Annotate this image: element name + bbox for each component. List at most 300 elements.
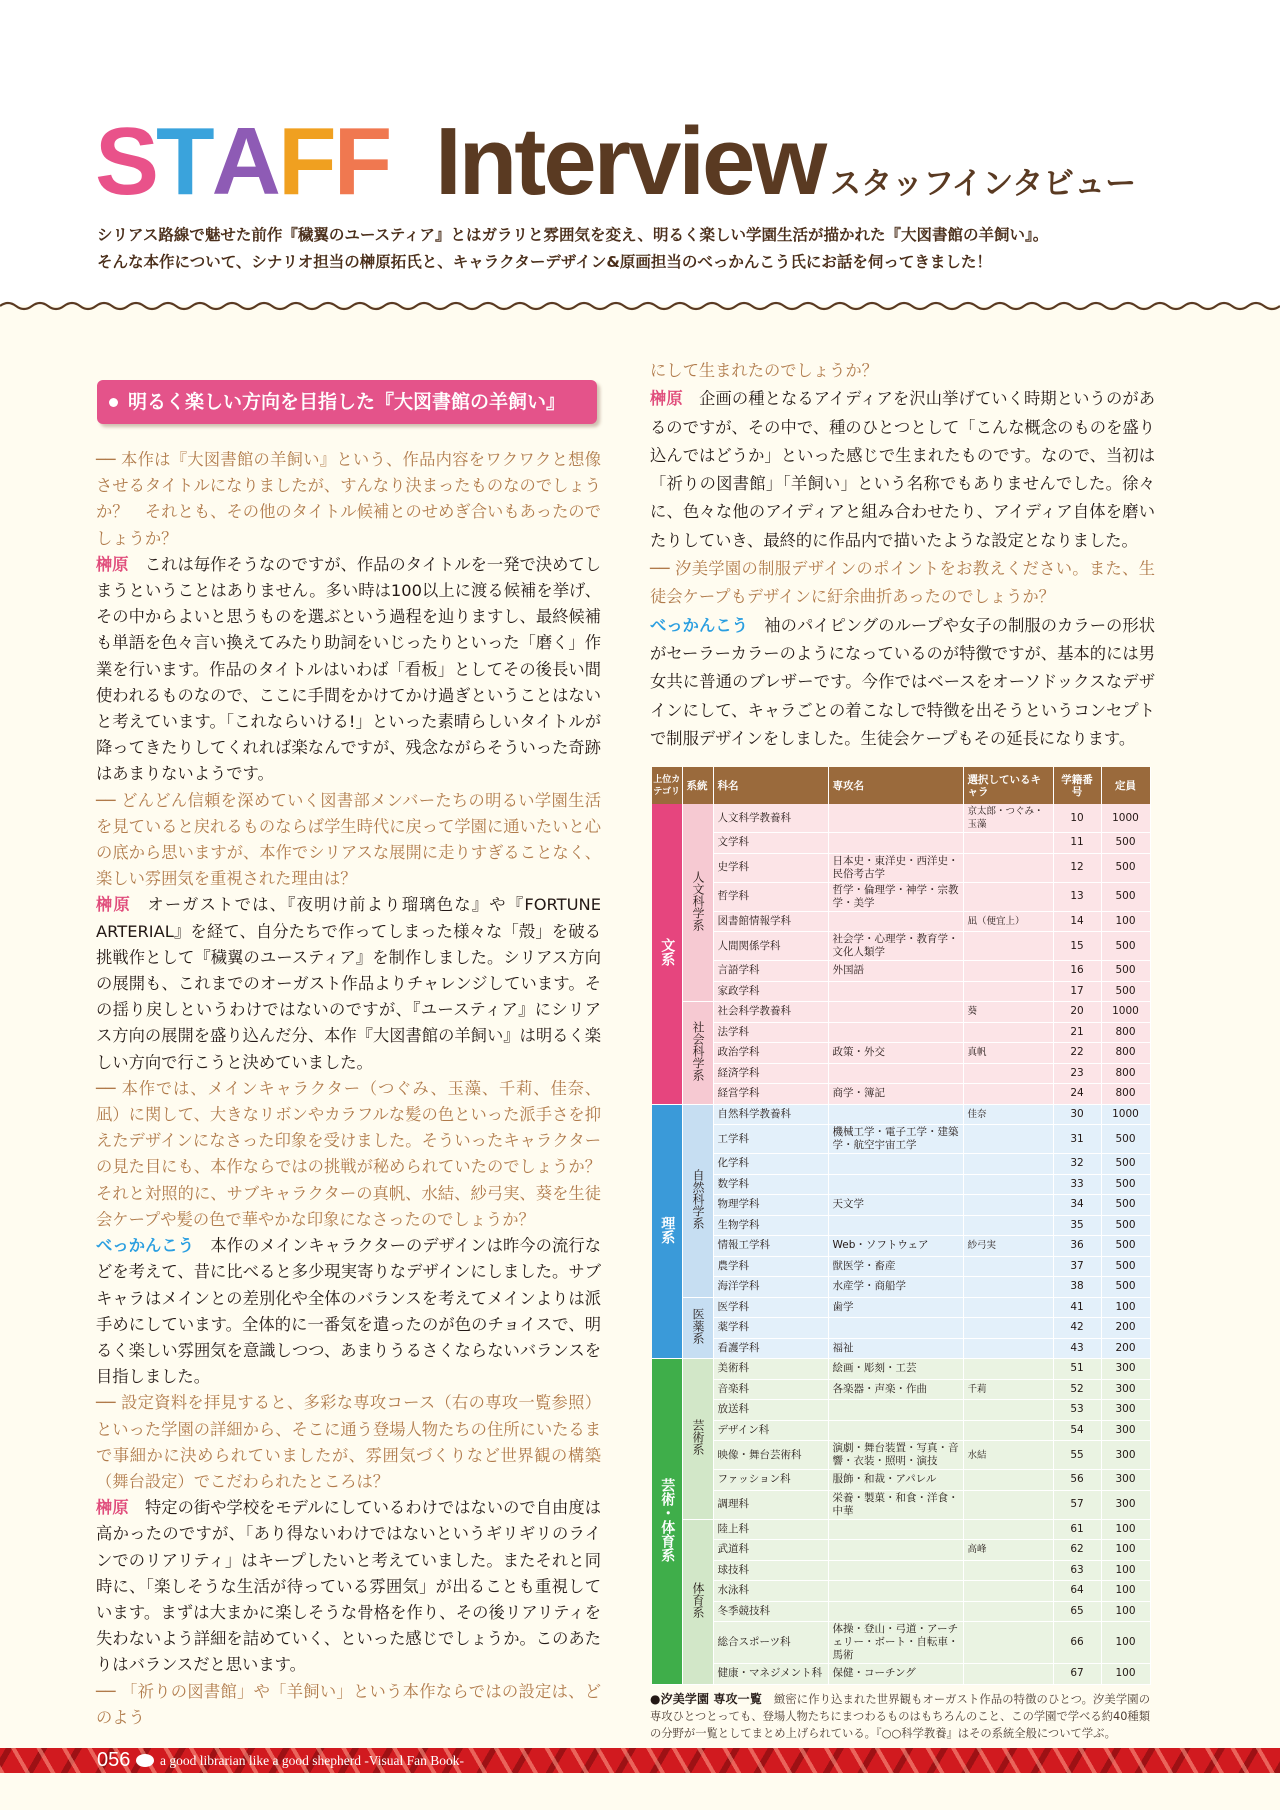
majors-table — [652, 767, 1151, 1685]
capacity-cell: 100 — [1101, 1601, 1150, 1622]
character-cell: 千莉 — [963, 1379, 1053, 1400]
specialty-cell — [828, 911, 963, 932]
capacity-cell: 800 — [1101, 1063, 1150, 1084]
character-cell — [963, 1215, 1053, 1236]
category-cell — [652, 1104, 682, 1359]
student-number-cell: 17 — [1053, 981, 1101, 1002]
capacity-cell: 100 — [1101, 911, 1150, 932]
system-label: 人文科学系 — [691, 871, 705, 932]
department-cell: 文学科 — [713, 833, 828, 854]
right-column-stack — [650, 357, 1155, 1742]
page-number: 056 — [97, 1749, 131, 1771]
answer-text: 本作のメインキャラクターのデザインは昨今の流行などを考えて、昔に比べると多少現実寄りなデザインにしました。サブキャラはメインとの差別化や全体のバランスを考えてメインよりは派手めにしています。全体的に一番気を遣ったのが色のチョイスで、明るく楽しい雰囲気を意識しつつ、あまりうるさくならないバランスを目指しました。 — [96, 1236, 601, 1387]
student-number-cell: 54 — [1053, 1420, 1101, 1441]
specialty-cell — [828, 1174, 963, 1195]
bullet-icon — [109, 398, 118, 407]
character-cell — [963, 1664, 1053, 1685]
department-cell: 映像・舞台芸術科 — [713, 1441, 828, 1470]
character-cell: 紗弓実 — [963, 1236, 1053, 1257]
interviewer-question — [96, 1679, 601, 1731]
specialty-cell: 哲学・倫理学・神学・宗教学・美学 — [828, 882, 963, 911]
table-row — [652, 932, 1150, 961]
student-number-cell: 63 — [1053, 1560, 1101, 1581]
table-row — [652, 1420, 1150, 1441]
department-cell: 薬学科 — [713, 1318, 828, 1339]
character-cell — [963, 1490, 1053, 1519]
student-number-cell: 38 — [1053, 1277, 1101, 1298]
table-row — [652, 1236, 1150, 1257]
interviewee-answer — [650, 385, 1155, 555]
student-number-cell: 33 — [1053, 1174, 1101, 1195]
capacity-cell: 500 — [1101, 833, 1150, 854]
category-cell — [652, 1359, 682, 1685]
student-number-cell: 65 — [1053, 1601, 1101, 1622]
page-title — [95, 108, 1137, 234]
student-number-cell: 11 — [1053, 833, 1101, 854]
caption-text: 緻密に作り込まれた世界観もオーガスト作品の特徴のひとつ。汐美学園の専攻ひとつとっても、登場人物たちにまつわるものはもちろんのこと、この学園で学べる約40種類の分野が一覧としてまとめ上げられている。『○○科学教養』はその系統全般について学ぶ。 — [650, 1692, 1150, 1740]
department-cell: 看護学科 — [713, 1338, 828, 1359]
department-cell: 経営学科 — [713, 1084, 828, 1105]
character-cell — [963, 1622, 1053, 1664]
student-number-cell: 51 — [1053, 1359, 1101, 1380]
character-cell — [963, 981, 1053, 1002]
capacity-cell: 500 — [1101, 1154, 1150, 1175]
section-heading-text: 明るく楽しい方向を目指した『大図書館の羊飼い』 — [128, 391, 566, 413]
character-cell — [963, 1277, 1053, 1298]
character-cell — [963, 853, 1053, 882]
student-number-cell: 53 — [1053, 1400, 1101, 1421]
department-cell: 物理学科 — [713, 1195, 828, 1216]
department-cell: 海洋学科 — [713, 1277, 828, 1298]
capacity-cell: 500 — [1101, 981, 1150, 1002]
system-cell — [682, 1519, 713, 1684]
specialty-cell — [828, 1002, 963, 1023]
character-cell — [963, 1601, 1053, 1622]
department-cell: 経済学科 — [713, 1063, 828, 1084]
student-number-cell: 20 — [1053, 1002, 1101, 1023]
table-header-row — [652, 767, 1150, 804]
interviewer-question — [96, 788, 601, 893]
department-cell: デザイン科 — [713, 1420, 828, 1441]
character-cell: 高峰 — [963, 1540, 1053, 1561]
column-header: 選択しているキャラ — [963, 767, 1053, 804]
capacity-cell: 500 — [1101, 1215, 1150, 1236]
character-cell: 佳奈 — [963, 1104, 1053, 1125]
student-number-cell: 36 — [1053, 1236, 1101, 1257]
capacity-cell: 1000 — [1101, 1104, 1150, 1125]
title-staff — [95, 108, 390, 215]
character-cell — [963, 1470, 1053, 1491]
category-label: 理系 — [659, 1215, 676, 1244]
capacity-cell: 300 — [1101, 1470, 1150, 1491]
answer-text: 特定の街や学校をモデルにしているわけではないので自由度は高かったのですが、「あり得ないわけではないというギリギリのラインでのリアリティ」はキープしたいと考えていました。またそれと同時に、「楽しそうな生活が待っている雰囲気」が出ることも重視しています。まずは大まかに楽しそうな骨格を作り、その後リアリティを失わないよう詳細を詰めていく、といった感じでしょうか。このあたりはバランスだと思います。 — [96, 1498, 601, 1675]
student-number-cell: 16 — [1053, 961, 1101, 982]
speaker-name: べっかんこう — [96, 1236, 195, 1256]
specialty-cell: 保健・コーチング — [828, 1664, 963, 1685]
student-number-cell: 32 — [1053, 1154, 1101, 1175]
table-row — [652, 1104, 1150, 1125]
specialty-cell — [828, 1104, 963, 1125]
table-row — [652, 1519, 1150, 1540]
system-cell — [682, 1104, 713, 1297]
specialty-cell — [828, 1215, 963, 1236]
capacity-cell: 300 — [1101, 1441, 1150, 1470]
specialty-cell — [828, 981, 963, 1002]
capacity-cell: 500 — [1101, 1174, 1150, 1195]
table-row — [652, 1400, 1150, 1421]
interviewee-answer — [650, 612, 1155, 753]
column-header: 学籍番号 — [1053, 767, 1101, 804]
sheep-icon — [136, 1754, 154, 1767]
question-text: ── 「祈りの図書館」や「羊飼い」という本作ならではの設定は、どのよう — [96, 1681, 601, 1727]
department-cell: 放送科 — [713, 1400, 828, 1421]
capacity-cell: 100 — [1101, 1560, 1150, 1581]
department-cell: 農学科 — [713, 1256, 828, 1277]
wavy-divider — [0, 296, 1280, 316]
department-cell: 総合スポーツ科 — [713, 1622, 828, 1664]
capacity-cell: 300 — [1101, 1400, 1150, 1421]
character-cell — [963, 1359, 1053, 1380]
table-row — [652, 1256, 1150, 1277]
department-cell: 情報工学科 — [713, 1236, 828, 1257]
table-row — [652, 1338, 1150, 1359]
character-cell — [963, 1519, 1053, 1540]
caption-title: ●汐美学園 専攻一覧 — [650, 1691, 762, 1706]
character-cell — [963, 1338, 1053, 1359]
character-cell — [963, 961, 1053, 982]
student-number-cell: 67 — [1053, 1664, 1101, 1685]
table-row — [652, 961, 1150, 982]
table-row — [652, 1084, 1150, 1105]
interviewee-answer — [96, 892, 601, 1075]
interviewer-question — [96, 1076, 618, 1233]
interviewee-answer — [96, 552, 601, 788]
interviewee-answer — [96, 1495, 601, 1678]
department-cell: 家政学科 — [713, 981, 828, 1002]
student-number-cell: 52 — [1053, 1379, 1101, 1400]
specialty-cell: 体操・登山・弓道・アーチェリー・ボート・自転車・馬術 — [828, 1622, 963, 1664]
character-cell — [963, 1581, 1053, 1602]
footer-band — [0, 1748, 1280, 1773]
question-text: ── 汐美学園の制服デザインのポイントをお教えください。また、生徒会ケープもデザインに紆余曲折あったのでしょうか？ — [650, 559, 1155, 607]
capacity-cell: 100 — [1101, 1519, 1150, 1540]
department-cell: ファッション科 — [713, 1470, 828, 1491]
specialty-cell — [828, 1400, 963, 1421]
specialty-cell — [828, 1540, 963, 1561]
column-header: 専攻名 — [828, 767, 963, 804]
title-letter: F — [333, 108, 390, 215]
character-cell — [963, 1084, 1053, 1105]
specialty-cell — [828, 1581, 963, 1602]
answer-text: オーガストでは、『夜明け前より瑠璃色な』や『FORTUNE ARTERIAL』を経て、自分たちで作ってしまった様々な「殻」を破る挑戦作として『穢翼のユースティア』を制作しました。シリアス方向の展開も、これまでのオーガスト作品よりチャレンジしています。その揺り戻しというわけではないのですが、『ユースティア』にシリアス方向の展開を盛り込んだ分、本作『大図書館の羊飼い』は明るく楽しい方向で行こうと決めていました。 — [96, 895, 601, 1072]
department-cell: 自然科学教養科 — [713, 1104, 828, 1125]
system-cell — [682, 1002, 713, 1105]
table-row — [652, 1195, 1150, 1216]
specialty-cell — [828, 1154, 963, 1175]
student-number-cell: 56 — [1053, 1470, 1101, 1491]
question-text: にして生まれたのでしょうか？ — [650, 361, 878, 380]
character-cell — [963, 1125, 1053, 1154]
table-row — [652, 1540, 1150, 1561]
speaker-name: べっかんこう — [650, 615, 748, 635]
book-title: a good librarian like a good shepherd -Visual Fan Book- — [160, 1753, 464, 1768]
table-caption — [650, 1691, 1150, 1742]
student-number-cell: 43 — [1053, 1338, 1101, 1359]
system-cell — [682, 1359, 713, 1520]
capacity-cell: 800 — [1101, 1084, 1150, 1105]
department-cell: 陸上科 — [713, 1519, 828, 1540]
table-row — [652, 1063, 1150, 1084]
column-header: 系統 — [682, 767, 713, 804]
character-cell — [963, 1420, 1053, 1441]
student-number-cell: 21 — [1053, 1022, 1101, 1043]
student-number-cell: 22 — [1053, 1043, 1101, 1064]
table-row — [652, 1601, 1150, 1622]
answer-text: 袖のパイピングのループや女子の制服のカラーの形状がセーラーカラーのようになっているのが特徴ですが、基本的には男女共に普通のブレザーです。今作ではベースをオーソドックスなデザインにして、キャラごとの着こなしで特徴を出そうというコンセプトで制服デザインをしました。生徒会ケープもその延長になります。 — [650, 615, 1155, 748]
category-label: 芸術・体育系 — [659, 1477, 676, 1562]
student-number-cell: 37 — [1053, 1256, 1101, 1277]
table-row — [652, 833, 1150, 854]
intro-line: そんな本作について、シナリオ担当の榊原拓氏と、キャラクターデザイン&原画担当のべっかんこう氏にお話を伺ってきました！ — [97, 253, 992, 271]
specialty-cell: Web・ソフトウェア — [828, 1236, 963, 1257]
character-cell — [963, 1022, 1053, 1043]
table-row — [652, 1581, 1150, 1602]
specialty-cell: 福祉 — [828, 1338, 963, 1359]
student-number-cell: 35 — [1053, 1215, 1101, 1236]
character-cell — [963, 1400, 1053, 1421]
specialty-cell — [828, 1560, 963, 1581]
capacity-cell: 300 — [1101, 1379, 1150, 1400]
capacity-cell: 300 — [1101, 1359, 1150, 1380]
specialty-cell: 機械工学・電子工学・建築学・航空宇宙工学 — [828, 1125, 963, 1154]
speaker-name: 榊原 — [96, 895, 132, 915]
title-letter: A — [211, 108, 278, 215]
department-cell: 言語学科 — [713, 961, 828, 982]
character-cell — [963, 932, 1053, 961]
department-cell: 球技科 — [713, 1560, 828, 1581]
table-row — [652, 1441, 1150, 1470]
capacity-cell: 500 — [1101, 961, 1150, 982]
title-letter: F — [278, 108, 334, 215]
table-row — [652, 1154, 1150, 1175]
student-number-cell: 34 — [1053, 1195, 1101, 1216]
character-cell — [963, 1174, 1053, 1195]
table-row — [652, 1622, 1150, 1664]
department-cell: 社会科学教養科 — [713, 1002, 828, 1023]
specialty-cell: 各楽器・声楽・作曲 — [828, 1379, 963, 1400]
interviewer-question — [650, 357, 1155, 385]
specialty-cell: 栄養・製菓・和食・洋食・中華 — [828, 1490, 963, 1519]
category-label: 文系 — [659, 938, 676, 967]
capacity-cell: 500 — [1101, 932, 1150, 961]
table-row — [652, 1560, 1150, 1581]
table-row — [652, 1125, 1150, 1154]
specialty-cell: 政策・外交 — [828, 1043, 963, 1064]
specialty-cell: 日本史・東洋史・西洋史・民俗考古学 — [828, 853, 963, 882]
system-cell — [682, 1297, 713, 1359]
capacity-cell: 500 — [1101, 853, 1150, 882]
capacity-cell: 500 — [1101, 1236, 1150, 1257]
table-row — [652, 1297, 1150, 1318]
department-cell: 哲学科 — [713, 882, 828, 911]
table-row — [652, 1379, 1150, 1400]
department-cell: 人間関係学科 — [713, 932, 828, 961]
student-number-cell: 23 — [1053, 1063, 1101, 1084]
category-cell — [652, 804, 682, 1104]
department-cell: 冬季競技科 — [713, 1601, 828, 1622]
question-text: ── どんどん信頼を深めていく図書部メンバーたちの明るい学園生活を見ていると戻れるものならば学生時代に戻って学園に通いたいと心の底から思いますが、本作でシリアスな展開に走りすぎることなく、楽しい雰囲気を重視された理由は？ — [96, 790, 601, 889]
interview-right-column — [650, 357, 1155, 753]
question-text: ── 設定資料を拝見すると、多彩な専攻コース（右の専攻一覧参照）といった学園の詳細から、そこに通う登場人物たちの住所にいたるまで事細かに決められていましたが、雰囲気づくりなど世界観の構築（舞台設定）でこだわられたところは？ — [96, 1393, 601, 1491]
system-label: 体育系 — [691, 1582, 705, 1619]
department-cell: 史学科 — [713, 853, 828, 882]
title-letter: T — [156, 108, 212, 215]
table-row — [652, 1174, 1150, 1195]
student-number-cell: 31 — [1053, 1125, 1101, 1154]
department-cell: 音楽科 — [713, 1379, 828, 1400]
interviewer-question — [96, 1390, 601, 1495]
student-number-cell: 12 — [1053, 853, 1101, 882]
specialty-cell — [828, 1318, 963, 1339]
capacity-cell: 100 — [1101, 1297, 1150, 1318]
specialty-cell — [828, 1420, 963, 1441]
student-number-cell: 42 — [1053, 1318, 1101, 1339]
table-row — [652, 1664, 1150, 1685]
column-header: 科名 — [713, 767, 828, 804]
table-row — [652, 804, 1150, 833]
interviewee-answer — [96, 1233, 601, 1390]
table-row — [652, 853, 1150, 882]
department-cell: 医学科 — [713, 1297, 828, 1318]
student-number-cell: 10 — [1053, 804, 1101, 833]
capacity-cell: 100 — [1101, 1664, 1150, 1685]
capacity-cell: 200 — [1101, 1338, 1150, 1359]
student-number-cell: 30 — [1053, 1104, 1101, 1125]
table-row — [652, 1277, 1150, 1298]
department-cell: 化学科 — [713, 1154, 828, 1175]
system-cell — [682, 804, 713, 1002]
specialty-cell: 外国語 — [828, 961, 963, 982]
specialty-cell: 服飾・和裁・アパレル — [828, 1470, 963, 1491]
speaker-name: 榊原 — [650, 389, 683, 409]
capacity-cell: 300 — [1101, 1420, 1150, 1441]
table-row — [652, 1490, 1150, 1519]
character-cell: 凪（便宜上） — [963, 911, 1053, 932]
department-cell: 健康・マネジメント科 — [713, 1664, 828, 1685]
character-cell: 水結 — [963, 1441, 1053, 1470]
question-text: ── 本作は『大図書館の羊飼い』という、作品内容をワクワクと想像させるタイトルになりましたが、すんなり決まったものなのでしょうか？ それとも、その他のタイトル候補とのせめぎ合いもあったのでしょうか？ — [96, 450, 601, 548]
system-label: 自然科学系 — [691, 1169, 705, 1230]
department-cell: 水泳科 — [713, 1581, 828, 1602]
department-cell: 工学科 — [713, 1125, 828, 1154]
student-number-cell: 15 — [1053, 932, 1101, 961]
speaker-name: 榊原 — [96, 1498, 129, 1518]
specialty-cell: 商学・簿記 — [828, 1084, 963, 1105]
specialty-cell — [828, 1063, 963, 1084]
specialty-cell: 天文学 — [828, 1195, 963, 1216]
capacity-cell: 100 — [1101, 1540, 1150, 1561]
student-number-cell: 66 — [1053, 1622, 1101, 1664]
character-cell — [963, 1154, 1053, 1175]
table-row — [652, 1215, 1150, 1236]
character-cell — [963, 1063, 1053, 1084]
department-cell: 調理科 — [713, 1490, 828, 1519]
title-letter: S — [95, 108, 157, 215]
table-row — [652, 1002, 1150, 1023]
interviewer-question — [96, 447, 601, 552]
interview-left-column — [96, 447, 618, 1731]
capacity-cell: 1000 — [1101, 804, 1150, 833]
department-cell: 人文科学教養科 — [713, 804, 828, 833]
capacity-cell: 100 — [1101, 1581, 1150, 1602]
capacity-cell: 100 — [1101, 1622, 1150, 1664]
specialty-cell — [828, 833, 963, 854]
table-row — [652, 1043, 1150, 1064]
column-header: 上位カテゴリ — [652, 767, 682, 804]
student-number-cell: 13 — [1053, 882, 1101, 911]
department-cell: 生物学科 — [713, 1215, 828, 1236]
specialty-cell — [828, 1601, 963, 1622]
student-number-cell: 61 — [1053, 1519, 1101, 1540]
system-label: 医薬系 — [691, 1308, 705, 1345]
character-cell — [963, 1560, 1053, 1581]
answer-text: これは毎作そうなのですが、作品のタイトルを一発で決めてしまうということはありません。多い時は100以上に渡る候補を挙げ、その中からよいと思うものを選ぶという過程を辿りますし、最終候補も単語を色々言い換えてみたり助詞をいじったりといった「磨く」作業を行います。作品のタイトルはいわば「看板」としてその後長い間使われるものなので、ここに手間をかけてかけ過ぎということはないと考えています。「これならいける!」といった素晴らしいタイトルが降ってきたりしてくれれば楽なんですが、残念ながらそういった奇跡はあまりないようです。 — [96, 554, 601, 784]
specialty-cell: 社会学・心理学・教育学・文化人類学 — [828, 932, 963, 961]
department-cell: 法学科 — [713, 1022, 828, 1043]
capacity-cell: 1000 — [1101, 1002, 1150, 1023]
specialty-cell: 獣医学・畜産 — [828, 1256, 963, 1277]
character-cell: 京太郎・つぐみ・玉藻 — [963, 804, 1053, 833]
student-number-cell: 14 — [1053, 911, 1101, 932]
department-cell: 図書館情報学科 — [713, 911, 828, 932]
character-cell — [963, 882, 1053, 911]
interviewer-question — [650, 555, 1155, 612]
capacity-cell: 500 — [1101, 1256, 1150, 1277]
department-cell: 政治学科 — [713, 1043, 828, 1064]
specialty-cell — [828, 1022, 963, 1043]
capacity-cell: 200 — [1101, 1318, 1150, 1339]
table-row — [652, 981, 1150, 1002]
title-subtitle: スタッフインタビュー — [830, 166, 1137, 201]
capacity-cell: 800 — [1101, 1043, 1150, 1064]
capacity-cell: 500 — [1101, 882, 1150, 911]
department-cell: 武道科 — [713, 1540, 828, 1561]
capacity-cell: 300 — [1101, 1490, 1150, 1519]
specialty-cell: 歯学 — [828, 1297, 963, 1318]
character-cell — [963, 833, 1053, 854]
intro-lead — [97, 222, 1048, 276]
character-cell: 真帆 — [963, 1043, 1053, 1064]
capacity-cell: 500 — [1101, 1277, 1150, 1298]
specialty-cell — [828, 804, 963, 833]
table-row — [652, 882, 1150, 911]
character-cell — [963, 1256, 1053, 1277]
student-number-cell: 41 — [1053, 1297, 1101, 1318]
speaker-name: 榊原 — [96, 554, 129, 574]
capacity-cell: 800 — [1101, 1022, 1150, 1043]
answer-text: 企画の種となるアイディアを沢山挙げていく時期というのがあるのですが、その中で、種のひとつとして「こんな概念のものを盛り込んではどうか」といった感じで生まれたものです。なので、当初は「祈りの図書館」「羊飼い」という名称でもありませんでした。徐々に、色々な他のアイディアと組み合わせたり、アイディア自体を磨いたりしていき、最終的に作品内で描いたような設定となりました。 — [650, 389, 1155, 550]
table-row — [652, 1470, 1150, 1491]
specialty-cell: 水産学・商船学 — [828, 1277, 963, 1298]
department-cell: 数学科 — [713, 1174, 828, 1195]
character-cell: 葵 — [963, 1002, 1053, 1023]
column-header: 定員 — [1101, 767, 1150, 804]
table-row — [652, 1318, 1150, 1339]
section-heading — [97, 380, 597, 424]
student-number-cell: 64 — [1053, 1581, 1101, 1602]
table-row — [652, 911, 1150, 932]
character-cell — [963, 1195, 1053, 1216]
